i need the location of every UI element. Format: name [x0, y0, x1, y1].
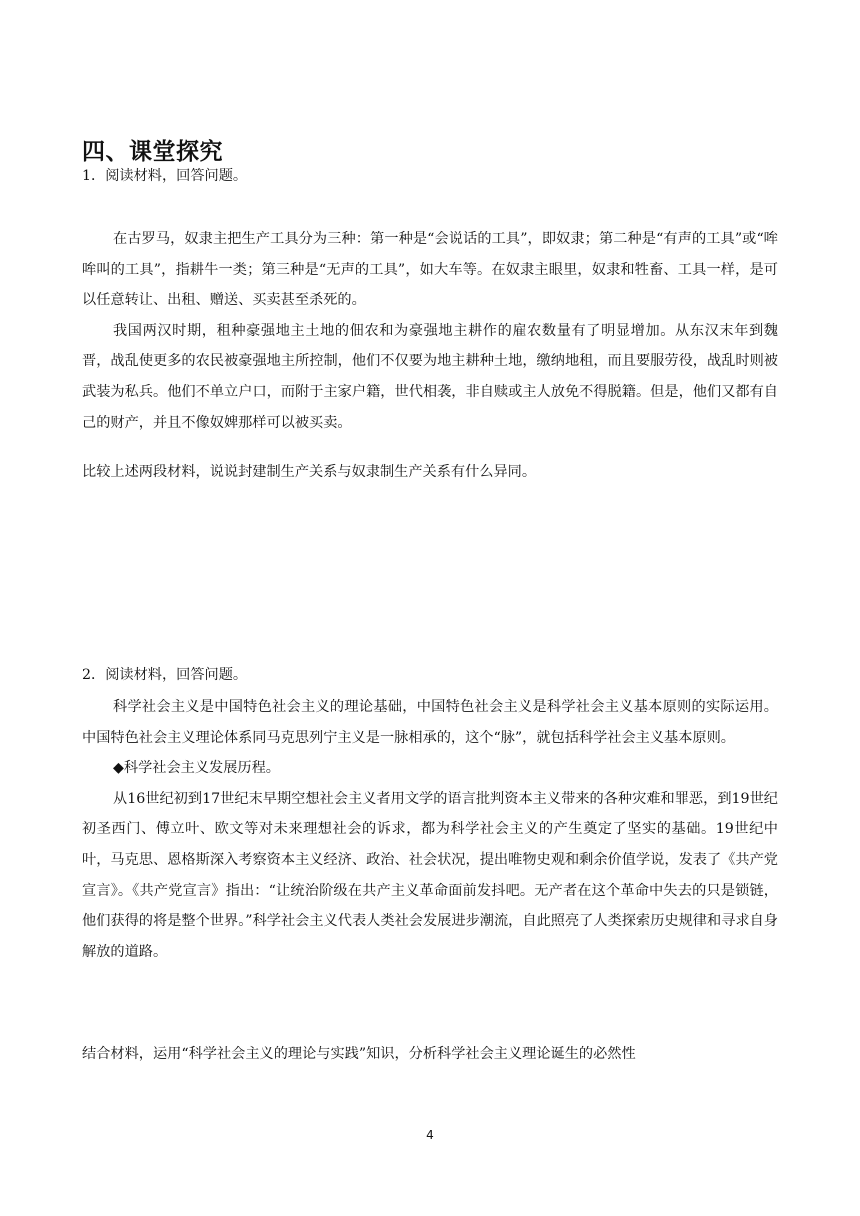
q2-question: 结合材料，运用“科学社会主义的理论与实践”知识，分析科学社会主义理论诞生的必然性	[82, 1046, 636, 1062]
q2-para-intro: 科学社会主义是中国特色社会主义的理论基础，中国特色社会主义是科学社会主义基本原则的实际运用。中国特色社会主义理论体系同马克思列宁主义是一脉相承的，这个“脉”，就包括科学社会主义基本原则。	[82, 699, 778, 746]
q2-para-history: 从16世纪初到17世纪末早期空想社会主义者用文学的语言批判资本主义带来的各种灾难和罪恶，到19世纪初圣西门、傅立叶、欧文等对未来理想社会的诉求，都为科学社会主义的产生奠定了坚实的基础。19世纪中叶，马克思、恩格斯深入考察资本主义经济、政治、社会状况，提出唯物史观和剩余价值学说，发表了《共产党宣言》。《共产党宣言》指出：“让统治阶级在共产主义革命面前发抖吧。无产者在这个革命中失去的只是锁链，他们获得的将是整个世界。”科学社会主义代表人类社会发展进步潮流，自此照亮了人类探索历史规律和寻求自身解放的道路。	[82, 790, 778, 960]
q1-heading: 1．阅读材料，回答问题。	[82, 168, 248, 184]
q1-question: 比较上述两段材料，说说封建制生产关系与奴隶制生产关系有什么异同。	[82, 464, 537, 480]
q1-para-rome: 在古罗马，奴隶主把生产工具分为三种：第一种是“会说话的工具”，即奴隶；第二种是“有声的工具”或“哞哞叫的工具”，指耕牛一类；第三种是“无声的工具”，如大车等。在奴隶主眼里，奴隶和牲畜、工具一样，是可以任意转让、出租、赠送、买卖甚至杀死的。	[82, 231, 778, 309]
page-number: 4	[426, 1128, 434, 1142]
q1-para-han: 我国两汉时期，租种豪强地主土地的佃农和为豪强地主耕作的雇农数量有了明显增加。从东汉末年到魏晋，战乱使更多的农民被豪强地主所控制，他们不仅要为地主耕种土地，缴纳地租，而且要服劳役，战乱时则被武装为私兵。他们不单立户口，而附于主家户籍，世代相袭，非自赎或主人放免不得脱籍。但是，他们又都有自己的财产，并且不像奴婢那样可以被买卖。	[82, 322, 778, 431]
section-title: 四、课堂探究	[82, 139, 223, 165]
q2-material-block	[82, 692, 778, 967]
q2-heading: 2．阅读材料，回答问题。	[82, 667, 248, 683]
q2-bullet: ◆科学社会主义发展历程。	[113, 760, 280, 777]
q1-material-block	[82, 224, 778, 438]
